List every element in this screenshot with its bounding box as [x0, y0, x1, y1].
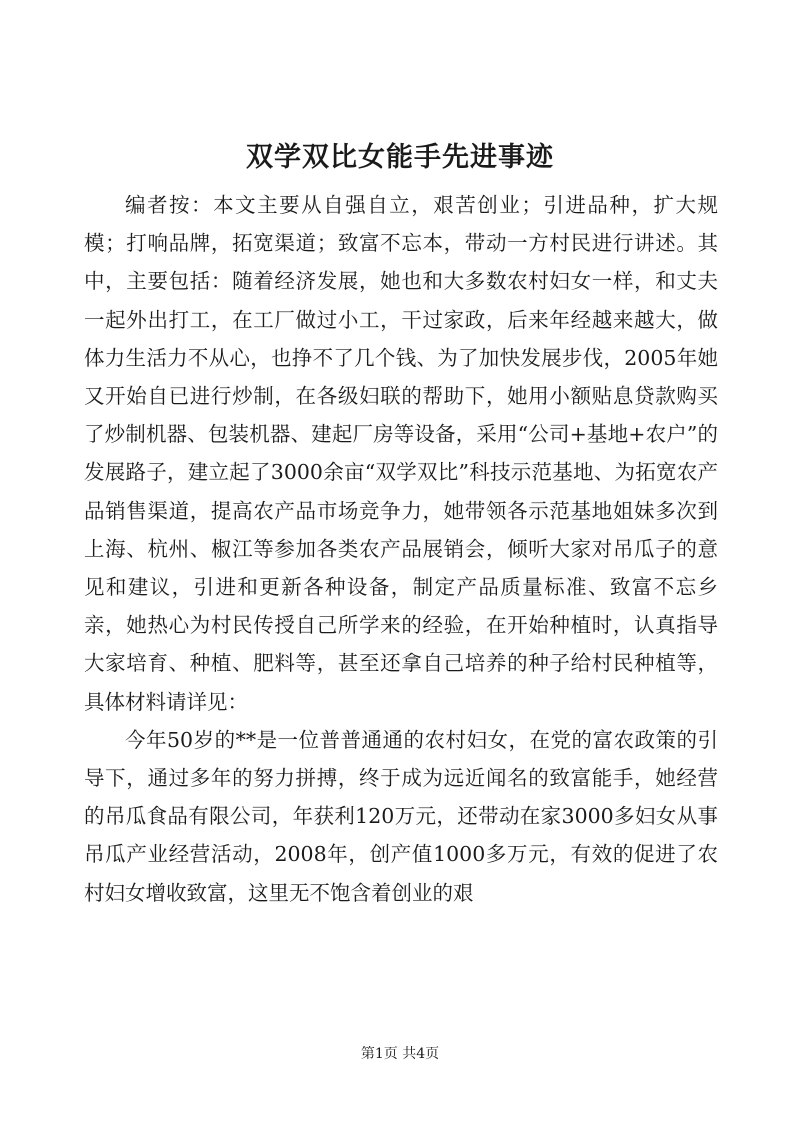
main-paragraph: 今年50岁的**是一位普普通通的农村妇女，在党的富农政策的引导下，通过多年的努力拼搏，终于成为远近闻名的致富能手，她经营的吊瓜食品有限公司，年获利120万元，还带动在家3000多妇女从事吊瓜产业经营活动，2008年，创产值1000多万元，有效的促进了农村妇女增收致富，这里无不饱含着创业的艰: [84, 727, 718, 905]
editor-note-paragraph: 编者按：本文主要从自强自立，艰苦创业；引进品种，扩大规模；打响品牌，拓宽渠道；致富不忘本，带动一方村民进行讲述。其中，主要包括：随着经济发展，她也和大多数农村妇女一样，和丈夫一起外出打工，在工厂做过小工，干过家政，后来年经越来越大，做体力生活力不从心，也挣不了几个钱、为了加快发展步伐，2005年她又开始自已进行炒制，在各级妇联的帮助下，她用小额贴息贷款购买了炒制机器、包装机器、建起厂房等设备，采用“公司+基地+农户”的发展路子，建立起了3000余亩“双学双比”科技示范基地、为拓宽农产品销售渠道，提高农产品市场竞争力，她带领各示范基地姐妹多次到上海、杭州、椒江等参加各类农产品展销会，倾听大家对吊瓜子的意见和建议，引进和更新各种设备，制定产品质量标准、致富不忘乡亲，她热心为村民传授自己所学来的经验，在开始种植时，认真指导大家培育、种植、肥料等，甚至还拿自己培养的种子给村民种植等，具体材料请详见：: [84, 193, 718, 714]
page-footer: 第1页 共4页: [360, 1046, 440, 1062]
document-title: 双学双比女能手先进事迹: [246, 142, 554, 173]
document-body: [84, 186, 718, 912]
